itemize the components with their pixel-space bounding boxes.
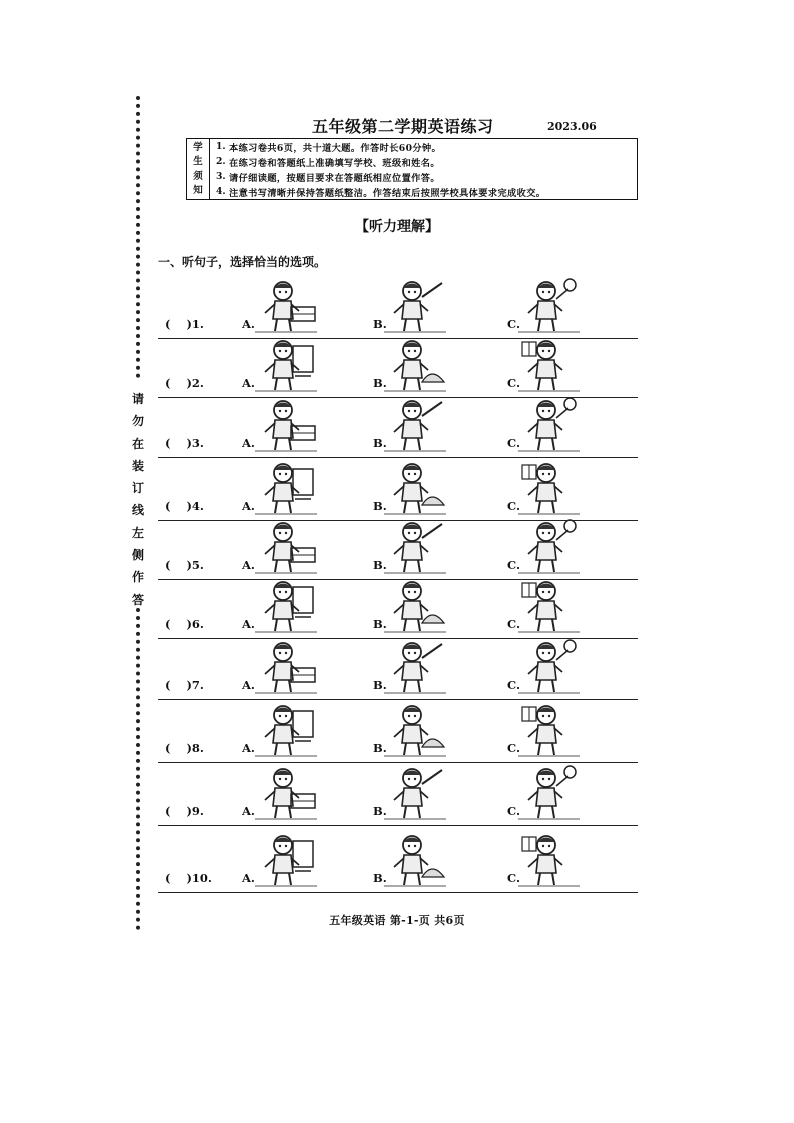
- notice-heading-char: 知: [193, 185, 203, 197]
- table-tennis-players-picture: [253, 277, 319, 333]
- girl-cooking-picture: [382, 459, 448, 515]
- rule-number: 1.: [216, 141, 226, 152]
- option-a-label[interactable]: A.: [242, 804, 255, 818]
- question-row: [158, 639, 638, 700]
- boy-washing-clothes-picture: [382, 396, 448, 452]
- option-a-label[interactable]: A.: [242, 741, 255, 755]
- question-row: [158, 398, 638, 458]
- option-b-label[interactable]: B.: [373, 617, 387, 631]
- boy-washing-dishes-picture: [382, 764, 448, 820]
- boy-sleeping-picture: [382, 638, 448, 694]
- question-row: [158, 763, 638, 826]
- question-number[interactable]: ( )1.: [165, 317, 204, 331]
- option-a-label[interactable]: A.: [242, 436, 255, 450]
- notice-rule: [210, 139, 637, 154]
- big-ben-picture: [516, 518, 582, 574]
- question-number[interactable]: ( )4.: [165, 499, 204, 513]
- girl-dreaming-cook-picture: [253, 701, 319, 757]
- cn-tower-picture: [382, 518, 448, 574]
- margin-char: 线: [131, 503, 144, 518]
- option-c-label[interactable]: C.: [507, 436, 520, 450]
- option-c-label[interactable]: C.: [507, 558, 520, 572]
- girl-eating-picture: [516, 459, 582, 515]
- option-b-label[interactable]: B.: [373, 317, 387, 331]
- option-b-label[interactable]: B.: [373, 678, 387, 692]
- question-row: [158, 521, 638, 580]
- binding-dotted-line-bottom: [136, 608, 140, 930]
- rule-number: 4.: [216, 186, 226, 197]
- girl-dreaming-firefighter-picture: [516, 701, 582, 757]
- margin-char: 勿: [131, 414, 144, 429]
- option-c-label[interactable]: C.: [507, 741, 520, 755]
- margin-char: 请: [131, 392, 144, 406]
- notice-rule: [210, 169, 637, 184]
- boy-with-toothache-picture: [516, 336, 582, 392]
- notice-heading-char: 生: [193, 156, 203, 168]
- boy-hiking-picture: [516, 396, 582, 452]
- binding-margin-note: [127, 388, 149, 611]
- margin-char: 侧: [131, 548, 144, 563]
- option-a-label[interactable]: A.: [242, 499, 255, 513]
- option-a-label[interactable]: A.: [242, 617, 255, 631]
- option-a-label[interactable]: A.: [242, 678, 255, 692]
- question-row: [158, 276, 638, 339]
- option-c-label[interactable]: C.: [507, 871, 520, 885]
- family-cooking-picture: [253, 831, 319, 887]
- question-number[interactable]: ( )7.: [165, 678, 204, 692]
- sydney-opera-house-picture: [253, 518, 319, 574]
- boy-making-cake-picture: [253, 764, 319, 820]
- classroom-picture: [516, 577, 582, 633]
- boy-running-picture: [516, 638, 582, 694]
- notice-heading-char: 须: [193, 170, 203, 182]
- girl-painting-picture: [253, 459, 319, 515]
- boy-eating-picture: [516, 764, 582, 820]
- page-title: 五年级第二学期英语练习: [312, 117, 494, 136]
- notice-rule: [210, 184, 637, 199]
- people-playing-chess-picture: [516, 831, 582, 887]
- girl-dreaming-police-picture: [382, 701, 448, 757]
- question-row: [158, 580, 638, 639]
- option-b-label[interactable]: B.: [373, 741, 387, 755]
- question-row: [158, 826, 638, 893]
- shop-picture: [253, 577, 319, 633]
- notice-rules: [210, 139, 637, 199]
- question-number[interactable]: ( )8.: [165, 741, 204, 755]
- boy-playing-baseball-picture: [382, 277, 448, 333]
- margin-char: 左: [131, 525, 144, 540]
- student-notice-box: [186, 138, 638, 200]
- option-c-label[interactable]: C.: [507, 499, 520, 513]
- rule-number: 2.: [216, 156, 226, 167]
- rule-number: 3.: [216, 171, 226, 182]
- question-number[interactable]: ( )10.: [165, 871, 212, 885]
- option-c-label[interactable]: C.: [507, 617, 520, 631]
- notice-rule: [210, 154, 637, 169]
- question-number[interactable]: ( )6.: [165, 617, 204, 631]
- option-a-label[interactable]: A.: [242, 871, 255, 885]
- option-b-label[interactable]: B.: [373, 436, 387, 450]
- option-c-label[interactable]: C.: [507, 317, 520, 331]
- page-footer: 五年级英语 第-1-页 共6页: [329, 914, 465, 927]
- rule-text: 请仔细读题，按题目要求在答题纸相应位置作答。: [229, 172, 440, 184]
- question-list: [158, 276, 638, 893]
- rule-text: 在练习卷和答题纸上准确填写学校、班级和姓名。: [229, 157, 440, 169]
- option-c-label[interactable]: C.: [507, 376, 520, 390]
- section-title: 【听力理解】: [355, 219, 439, 235]
- option-b-label[interactable]: B.: [373, 558, 387, 572]
- notice-heading: [187, 139, 210, 199]
- notice-heading-char: 学: [193, 141, 203, 153]
- ticket-office-picture: [382, 577, 448, 633]
- girl-sweeping-floor-picture: [253, 396, 319, 452]
- girl-with-headache-picture: [382, 336, 448, 392]
- margin-char: 作: [131, 570, 144, 585]
- question-number[interactable]: ( )3.: [165, 436, 204, 450]
- option-a-label[interactable]: A.: [242, 558, 255, 572]
- margin-char: 在: [131, 436, 144, 451]
- question-row: [158, 339, 638, 398]
- binding-dotted-line-top: [136, 96, 140, 378]
- rule-text: 本练习卷共6页，共十道大题。作答时长60分钟。: [229, 142, 442, 154]
- margin-char: 订: [131, 481, 144, 496]
- option-a-label[interactable]: A.: [242, 317, 255, 331]
- option-b-label[interactable]: B.: [373, 376, 387, 390]
- margin-char: 答: [131, 592, 144, 607]
- option-c-label[interactable]: C.: [507, 804, 520, 818]
- option-c-label[interactable]: C.: [507, 678, 520, 692]
- boy-washing-face-picture: [253, 638, 319, 694]
- question-number[interactable]: ( )9.: [165, 804, 204, 818]
- boy-with-stomachache-picture: [253, 336, 319, 392]
- rule-text: 注意书写清晰并保持答题纸整洁。作答结束后按照学校具体要求完成收交。: [229, 187, 546, 199]
- option-a-label[interactable]: A.: [242, 376, 255, 390]
- girl-playing-badminton-picture: [516, 277, 582, 333]
- margin-char: 装: [131, 458, 144, 473]
- option-b-label[interactable]: B.: [373, 499, 387, 513]
- question-row: [158, 700, 638, 763]
- option-b-label[interactable]: B.: [373, 871, 387, 885]
- question-number[interactable]: ( )5.: [165, 558, 204, 572]
- part-title: 一、听句子，选择恰当的选项。: [158, 255, 327, 269]
- option-b-label[interactable]: B.: [373, 804, 387, 818]
- question-row: [158, 458, 638, 521]
- family-watching-tv-picture: [382, 831, 448, 887]
- exam-date: 2023.06: [547, 120, 597, 133]
- question-number[interactable]: ( )2.: [165, 376, 204, 390]
